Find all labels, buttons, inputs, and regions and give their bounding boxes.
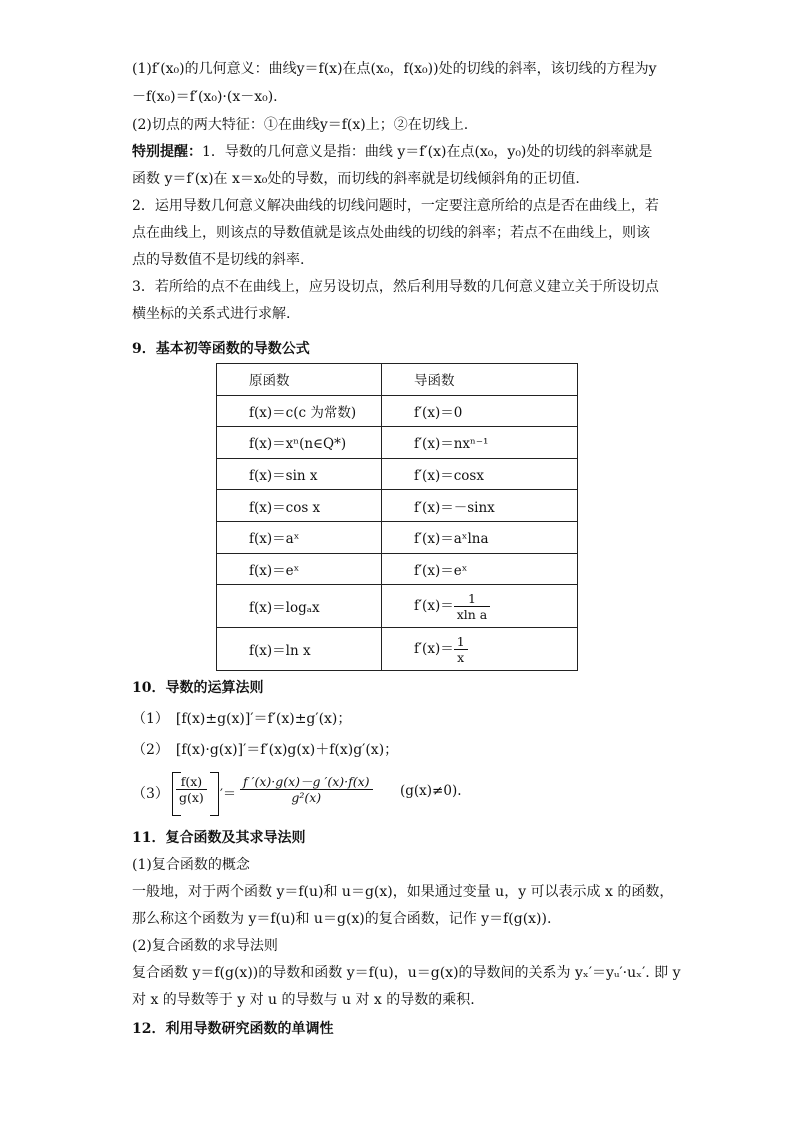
derivative-table	[216, 363, 578, 671]
table-row	[217, 490, 578, 522]
geometry-line-1: (1)f′(x₀)的几何意义：曲线y＝f(x)在点(x₀，f(x₀))处的切线的斜率，该切线的方程为y	[132, 61, 657, 77]
section-12-title: 12．利用导数研究函数的单调性	[132, 1021, 334, 1037]
fraction-numerator: 1	[454, 634, 468, 650]
composite-concept-line-1: 一般地，对于两个函数 y＝f(u)和 u＝g(x)，如果通过变量 u，y 可以表示成 x 的函数，	[132, 884, 674, 900]
right-bracket	[210, 772, 219, 816]
table-cell: f′(x)＝0	[382, 395, 578, 427]
composite-rule-line-2: 对 x 的导数等于 y 对 u 的导数与 u 对 x 的导数的乘积.	[132, 992, 475, 1008]
table-row	[217, 585, 578, 628]
table-cell: f(x)＝xⁿ(n∈Q*)	[217, 427, 382, 459]
table-row	[217, 553, 578, 585]
tangent-features: (2)切点的两大特征：①在曲线y＝f(x)上；②在切线上.	[132, 117, 469, 133]
geometry-line-2: －f(x₀)＝f′(x₀)·(x－x₀).	[132, 89, 278, 105]
table-cell: f(x)＝eˣ	[217, 553, 382, 585]
fraction-denominator: x	[457, 649, 465, 665]
fraction-denominator: xln a	[456, 606, 488, 622]
rule-3-label: （3）	[132, 786, 169, 802]
table-cell: f(x)＝logₐx	[217, 585, 382, 628]
rule-3-prime: ′＝	[220, 787, 236, 802]
remind-line-5: 点的导数值不是切线的斜率.	[132, 252, 305, 268]
table-row	[217, 521, 578, 553]
ln-deriv-prefix: f′(x)＝	[414, 640, 454, 657]
fraction-denominator: g(x)	[179, 790, 204, 805]
section-9-title: 9．基本初等函数的导数公式	[132, 341, 310, 357]
log-deriv-prefix: f′(x)＝	[414, 597, 454, 614]
remind-label: 特别提醒：	[132, 144, 202, 160]
table-row	[217, 395, 578, 427]
table-cell: f(x)＝aˣ	[217, 521, 382, 553]
table-row	[217, 628, 578, 671]
remind-line-1	[132, 141, 652, 163]
table-header-cell: 导函数	[382, 364, 578, 396]
table-cell: f(x)＝cos x	[217, 490, 382, 522]
remind-line-6: 3．若所给的点不在曲线上，应另设切点，然后利用导数的几何意义建立关于所设切点	[132, 279, 659, 295]
fraction-numerator: f ′(x)·g(x)－g ′(x)·f(x)	[240, 774, 373, 790]
remind-line-2: 函数 y＝f′(x)在 x＝x₀处的导数，而切线的斜率就是切线倾斜角的正切值.	[132, 171, 580, 187]
rule-3-rhs-fraction	[240, 774, 373, 805]
table-cell	[382, 628, 578, 671]
fraction-numerator: f(x)	[176, 774, 207, 790]
remind-text-1: 1．导数的几何意义是指：曲线 y＝f′(x)在点(x₀，y₀)处的切线的斜率就是	[202, 144, 653, 160]
composite-rule-heading: (2)复合函数的求导法则	[132, 938, 278, 954]
log-deriv-fraction	[454, 591, 491, 622]
section-11-title: 11．复合函数及其求导法则	[132, 830, 306, 846]
table-cell: f′(x)＝nxⁿ⁻¹	[382, 427, 578, 459]
table-row	[217, 458, 578, 490]
fraction-numerator: 1	[454, 591, 491, 607]
composite-concept-heading: (1)复合函数的概念	[132, 857, 250, 873]
composite-concept-line-2: 那么称这个函数为 y＝f(u)和 u＝g(x)的复合函数，记作 y＝f(g(x)).	[132, 911, 552, 927]
rule-3-condition: (g(x)≠0).	[400, 783, 462, 799]
table-header-row	[217, 364, 578, 396]
table-row	[217, 427, 578, 459]
remind-line-4: 点在曲线上，则该点的导数值就是该点处曲线的切线的斜率；若点不在曲线上，则该	[132, 225, 650, 241]
table-cell: f′(x)＝eˣ	[382, 553, 578, 585]
table-cell: f′(x)＝cosx	[382, 458, 578, 490]
table-cell	[382, 585, 578, 628]
ln-deriv-fraction	[454, 634, 468, 665]
rule-2: （2） [f(x)·g(x)]′＝f′(x)g(x)＋f(x)g′(x)；	[132, 742, 399, 758]
table-cell: f(x)＝c(c 为常数)	[217, 395, 382, 427]
rule-1: （1） [f(x)±g(x)]′＝f′(x)±g′(x)；	[132, 711, 352, 727]
table-cell: f′(x)＝－sinx	[382, 490, 578, 522]
table-cell: f′(x)＝aˣlna	[382, 521, 578, 553]
table-header-cell: 原函数	[217, 364, 382, 396]
table-cell: f(x)＝ln x	[217, 628, 382, 671]
remind-line-7: 横坐标的关系式进行求解.	[132, 306, 291, 322]
composite-rule-line-1: 复合函数 y＝f(g(x))的导数和函数 y＝f(u)，u＝g(x)的导数间的关系为 yₓ′＝yᵤ′·uₓ′. 即 y	[132, 965, 681, 981]
section-10-title: 10．导数的运算法则	[132, 680, 264, 696]
remind-line-3: 2．运用导数几何意义解决曲线的切线问题时，一定要注意所给的点是否在曲线上，若	[132, 198, 659, 214]
rule-3-lhs-fraction	[176, 774, 207, 805]
table-cell: f(x)＝sin x	[217, 458, 382, 490]
fraction-denominator: g²(x)	[291, 790, 322, 805]
